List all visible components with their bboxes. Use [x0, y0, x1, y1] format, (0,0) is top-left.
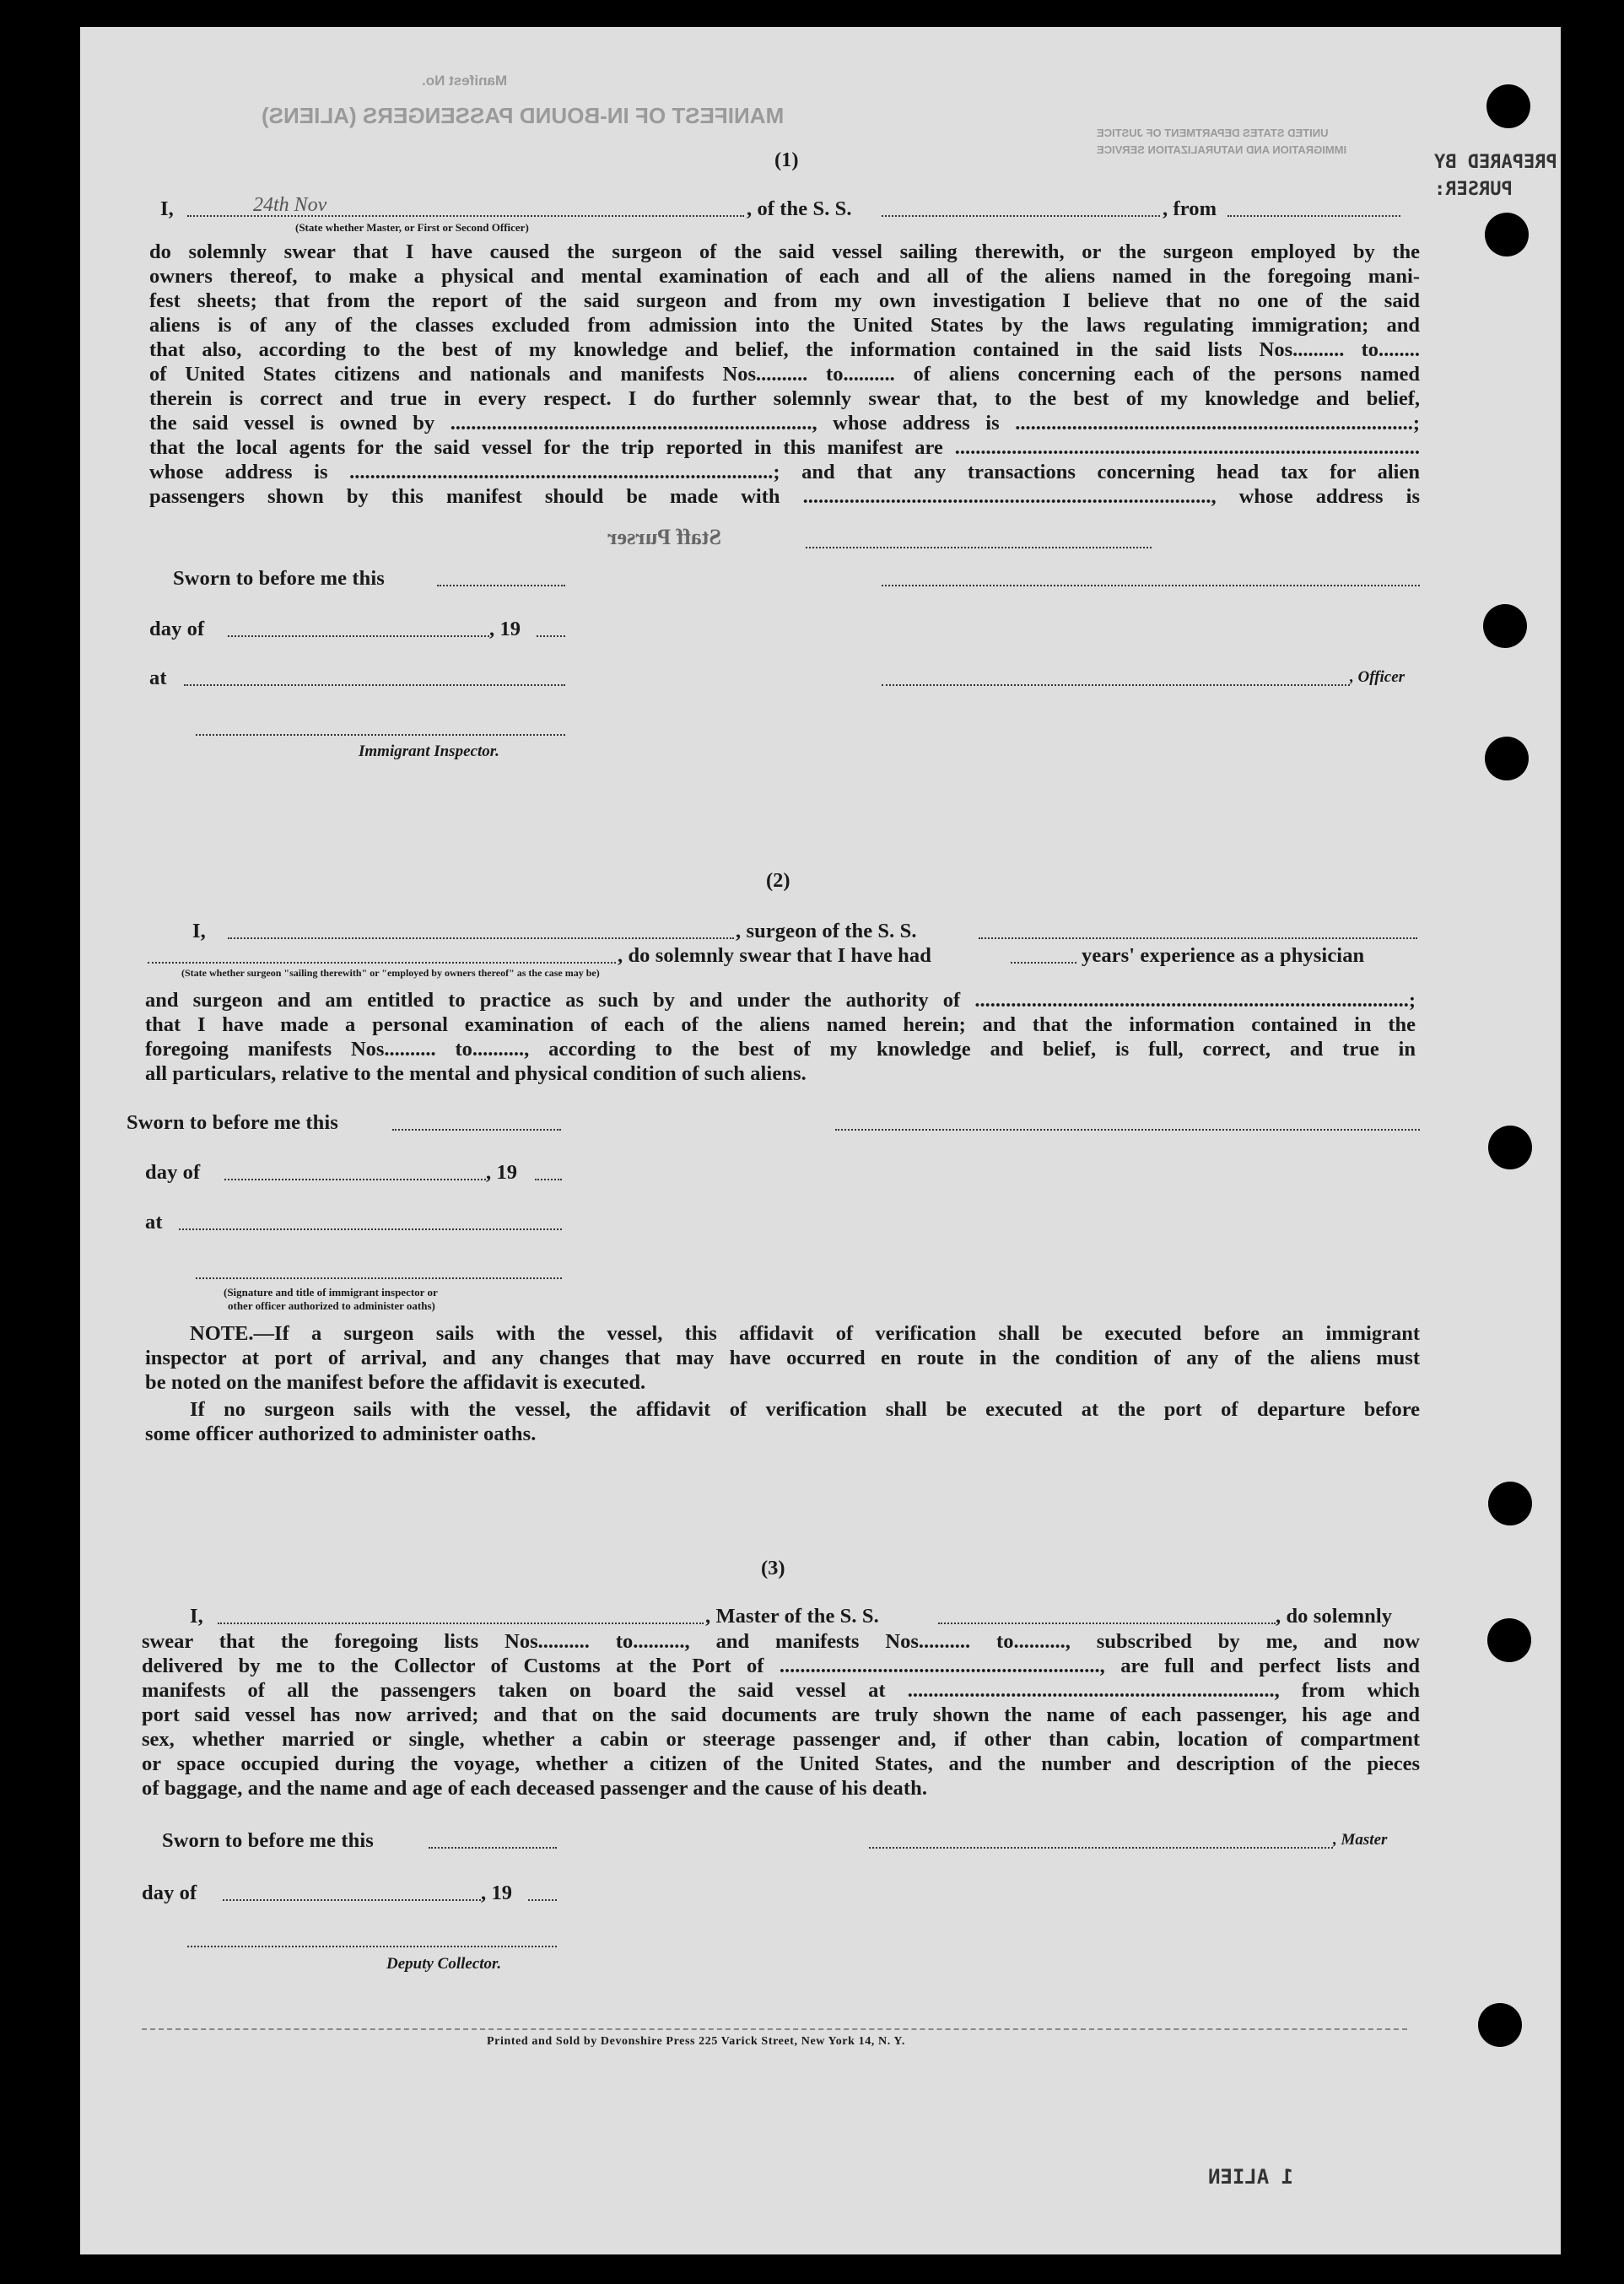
s3-line: sex, whether married or single, whether a cabin or steerage passenger and, if other than cabin, location of compartment [142, 1728, 1420, 1751]
punch-hole [1485, 213, 1529, 256]
s3-master-of-ss: , Master of the S. S. [705, 1605, 879, 1628]
s2-sig-caption-1: (Signature and title of immigrant inspector or [224, 1286, 438, 1299]
bleed-through-right-1: UNITED STATES DEPARTMENT OF JUSTICE [1097, 127, 1329, 139]
s3-sworn: Sworn to before me this [162, 1829, 374, 1852]
s2-at: at [145, 1211, 163, 1234]
bleed-through-manifest-no: Manifest No. [422, 73, 508, 89]
s1-line: whose address is ..................................................................................; and that any transactions concerning head tax for alien [149, 461, 1420, 483]
s3-line-last: of baggage, and the name and age of each deceased passenger and the cause of his death. [142, 1777, 928, 1800]
section-2-number: (2) [766, 869, 790, 892]
punch-hole [1488, 1482, 1532, 1525]
s2-line: that I have made a personal examination of each of the aliens named herein; and that the information contained in the [145, 1013, 1416, 1036]
s1-i: I, [160, 197, 174, 220]
s1-signer-line[interactable] [806, 547, 1152, 548]
s3-collector-line[interactable] [187, 1946, 557, 1947]
s3-day-of: day of [142, 1882, 197, 1904]
s1-line: therein is correct and true in every respect. I do further solemnly swear that, to the best of my knowledge and belief, [149, 387, 1420, 410]
s2-years-field[interactable] [1011, 962, 1076, 964]
alien-stamp: 1 ALIEN [1208, 2165, 1294, 2189]
s1-line: the said vessel is owned by ......................................................................, whose address is .............................................................................; [149, 412, 1420, 435]
s3-line: port said vessel has now arrived; and that on the said documents are truly shown the name of each passenger, his age and [142, 1704, 1420, 1726]
s3-vessel-field[interactable] [938, 1623, 1276, 1624]
s2-capacity-field[interactable] [148, 962, 616, 964]
s3-line: delivered by me to the Collector of Customs at the Port of .............................................................., are full and perfect lists and [142, 1655, 1420, 1677]
s1-of-ss: , of the S. S. [747, 197, 852, 220]
s1-caption: (State whether Master, or First or Second Officer) [295, 221, 529, 234]
s2-sworn-field[interactable] [392, 1129, 561, 1131]
s2-vessel-field[interactable] [979, 937, 1417, 939]
s1-signer-stamp: Staff Purser [607, 525, 722, 549]
section-3-number: (3) [761, 1557, 785, 1579]
s1-sworn: Sworn to before me this [173, 567, 385, 590]
s2-inspector-line[interactable] [196, 1277, 562, 1279]
s1-officer-label: , Officer [1350, 668, 1405, 686]
s3-collector-label: Deputy Collector. [386, 1955, 502, 1973]
s2-surgeon-field[interactable] [228, 937, 734, 939]
s2-caption: (State whether surgeon "sailing therewith" or "employed by owners thereof" as the case may be) [181, 967, 600, 979]
s1-vessel-field[interactable] [882, 215, 1160, 217]
punch-hole [1483, 604, 1527, 648]
bleed-through-title: MANIFEST OF IN-BOUND PASSENGERS (ALIENS) [262, 103, 785, 128]
s1-from: , from [1163, 197, 1217, 220]
s2-surgeon-of-ss: , surgeon of the S. S. [736, 920, 917, 942]
s2-sig-caption-2: other officer authorized to administer oaths) [228, 1299, 435, 1312]
bleed-through-right-2: IMMIGRATION AND NATURALIZATION SERVICE [1097, 143, 1347, 156]
s1-at: at [149, 667, 167, 689]
s3-sworn-field[interactable] [429, 1847, 557, 1849]
s2-at-field[interactable] [179, 1228, 562, 1230]
s1-inspector-label: Immigrant Inspector. [359, 742, 499, 760]
s1-line: aliens is of any of the classes excluded from admission into the United States by the laws regulating immigration; and [149, 314, 1420, 337]
s3-master-field[interactable] [218, 1623, 704, 1624]
s2-line: and surgeon and am entitled to practice as such by and under the authority of ....................................................................................; [145, 989, 1416, 1012]
s2-note2-line: If no surgeon sails with the vessel, the affidavit of verification shall be executed at the port of departure before [190, 1398, 1420, 1421]
s3-master-label: , Master [1333, 1831, 1388, 1849]
s1-handwritten-date: 24th Nov [253, 194, 327, 216]
s2-note-line: NOTE.—If a surgeon sails with the vessel, this affidavit of verification shall be executed before an immigrant [190, 1322, 1420, 1345]
s2-note-line-last: be noted on the manifest before the affidavit is executed. [145, 1371, 646, 1394]
s2-sworn: Sworn to before me this [127, 1111, 338, 1134]
s1-from-field[interactable] [1227, 215, 1400, 217]
s3-year-field[interactable] [528, 1899, 557, 1901]
prepared-by-stamp: PREPARED BY [1434, 152, 1557, 173]
s1-line: that also, according to the best of my knowledge and belief, the information contained in the said lists Nos.......... to........ [149, 338, 1420, 361]
s2-line-last: all particulars, relative to the mental and physical condition of such aliens. [145, 1062, 807, 1085]
punch-hole [1487, 1618, 1531, 1662]
s1-day-of: day of [149, 618, 205, 640]
s1-sworn-field[interactable] [437, 585, 565, 586]
s2-surgeon-signature-field[interactable] [835, 1129, 1420, 1131]
s1-line: fest sheets; that from the report of the said surgeon and from my own investigation I believe that no one of the said [149, 289, 1420, 312]
s1-year-field[interactable] [537, 635, 565, 637]
s3-do-solemnly: , do solemnly [1276, 1605, 1393, 1628]
s2-line: foregoing manifests Nos.......... to.........., according to the best of my knowledge and belief, is full, correct, and true in [145, 1038, 1416, 1061]
s3-year: , 19 [481, 1882, 513, 1904]
punch-hole [1488, 1126, 1532, 1169]
s3-day-field[interactable] [223, 1899, 481, 1901]
s1-year: , 19 [489, 618, 521, 640]
punch-hole [1486, 84, 1530, 128]
s1-line: that the local agents for the said vessel for the trip reported in this manifest are .......................................................................................... [149, 436, 1420, 459]
s3-master-signature-field[interactable] [869, 1847, 1333, 1849]
s1-inspector-line[interactable] [196, 734, 565, 736]
s1-officer-signature-field[interactable] [882, 585, 1420, 586]
footer-rule [142, 2028, 1407, 2030]
s3-line: or space occupied during the voyage, whether a citizen of the United States, and the number and description of the pieces [142, 1752, 1420, 1775]
purser-stamp: PURSER: [1434, 179, 1513, 200]
s1-line: passengers shown by this manifest should be made with ..............................................................................., whose address is [149, 485, 1420, 508]
s3-line: manifests of all the passengers taken on board the said vessel at ......................................................................., from which [142, 1679, 1420, 1702]
s1-line: of United States citizens and nationals and manifests Nos.......... to.......... of aliens concerning each of the persons named [149, 363, 1420, 386]
s3-line: swear that the foregoing lists Nos.......... to.........., and manifests Nos.......... to.........., subscribed by me, and now [142, 1630, 1420, 1653]
s2-years-exp: years' experience as a physician [1082, 944, 1365, 967]
s1-officer-title-field[interactable] [882, 684, 1350, 686]
punch-hole [1478, 2003, 1522, 2047]
s3-i: I, [190, 1605, 203, 1628]
s2-note-line: inspector at port of arrival, and any changes that may have occurred en route in the condition of any of the aliens must [145, 1347, 1420, 1369]
s2-year: , 19 [486, 1161, 518, 1184]
s1-line: do solemnly swear that I have caused the surgeon of the said vessel sailing therewith, or the surgeon employed by the [149, 240, 1420, 263]
s2-day-field[interactable] [224, 1179, 486, 1180]
s2-year-field[interactable] [535, 1179, 562, 1180]
s2-solemnly: , do solemnly swear that I have had [618, 944, 931, 967]
s2-i: I, [192, 920, 206, 942]
s2-day-of: day of [145, 1161, 201, 1184]
s1-at-field[interactable] [184, 684, 565, 686]
printer-imprint: Printed and Sold by Devonshire Press 225 Varick Street, New York 14, N. Y. [487, 2035, 905, 2048]
section-1-number: (1) [774, 148, 799, 171]
s1-line: owners thereof, to make a physical and mental examination of each and all of the aliens named in the foregoing mani- [149, 265, 1420, 288]
s1-day-field[interactable] [228, 635, 489, 637]
s2-note2-line-last: some officer authorized to administer oaths. [145, 1423, 537, 1445]
punch-hole [1485, 737, 1529, 780]
